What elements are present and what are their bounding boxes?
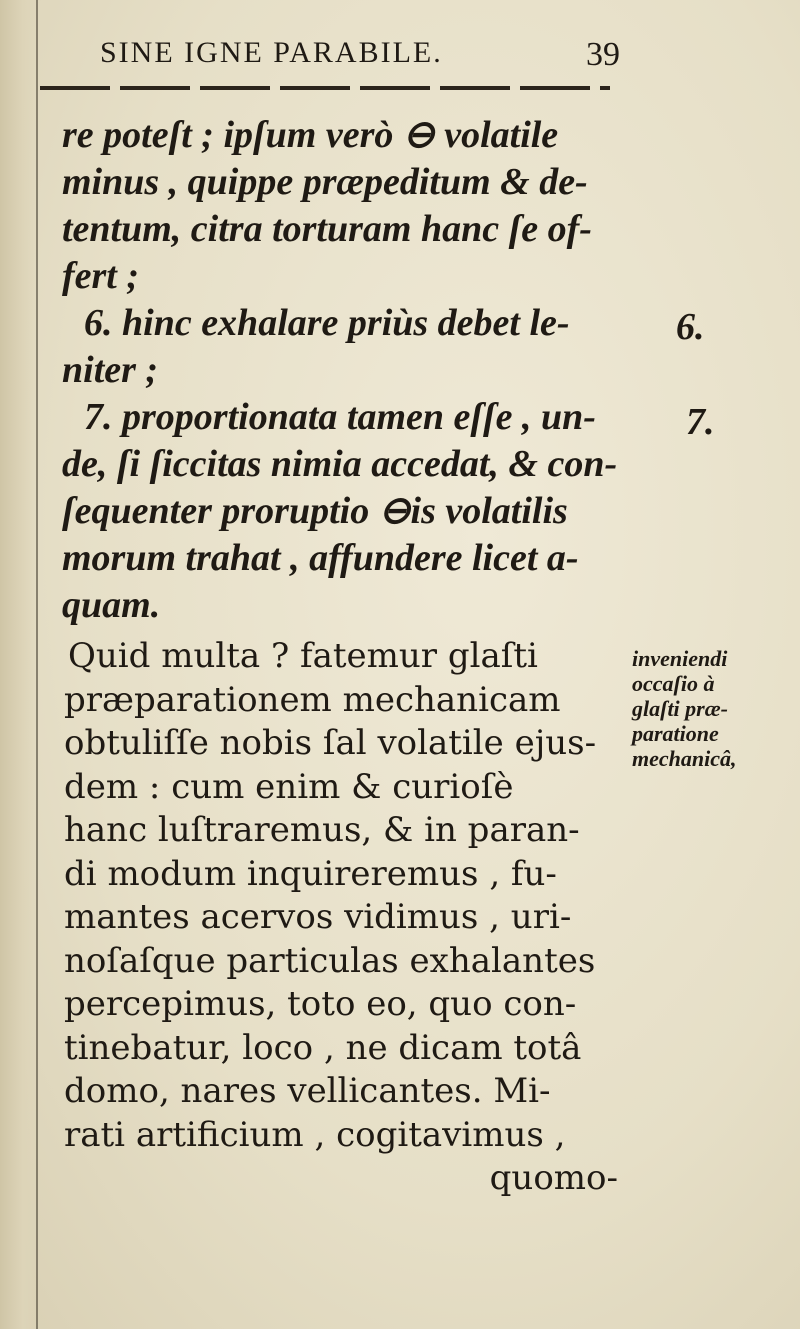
marginal-note-line: mechanicâ, xyxy=(632,746,737,771)
text-line: tinebatur, loco , ne dicam totâ xyxy=(64,1027,582,1068)
text-line: di modum inquireremus , fu- xyxy=(64,853,557,894)
text-line: Quid multa ? fatemur glaſti xyxy=(68,636,538,676)
marginal-note-line: occaſio à xyxy=(632,671,715,696)
text-line: percepimus, toto eo, quo con- xyxy=(64,984,577,1024)
marginal-note-line: glaſti præ- xyxy=(632,696,728,721)
text-line: obtuliſſe nobis ſal volatile ejus- xyxy=(64,723,597,763)
text-line: fert ; xyxy=(62,255,140,297)
inner-margin-line xyxy=(36,0,38,1329)
catchword: quomo- xyxy=(489,1158,618,1198)
marginal-note xyxy=(632,646,800,771)
italic-paragraph xyxy=(62,112,652,629)
text-line: de, ſi ſiccitas nimia accedat, & con- xyxy=(62,443,618,485)
marginal-note-line: paratione xyxy=(632,721,719,746)
text-line: morum trahat , affundere licet a- xyxy=(62,537,579,579)
marginal-note-line: inveniendi xyxy=(632,646,728,671)
page-header xyxy=(100,30,620,80)
running-title: SINE IGNE PARABILE. xyxy=(100,36,443,69)
text-line: 7. proportionata tamen eſſe , un- xyxy=(84,396,596,438)
text-line: re poteſt ; ipſum verò ⊖ volatile xyxy=(62,114,559,156)
margin-number: 6. xyxy=(676,306,705,348)
text-line: minus , quippe præpeditum & de- xyxy=(62,161,588,203)
text-line: quam. xyxy=(62,584,161,626)
text-line: 6. hinc exhalare priùs debet le- xyxy=(84,302,570,344)
page-number: 39 xyxy=(586,36,620,73)
text-line: dem : cum enim & curioſè xyxy=(64,766,514,807)
roman-paragraph xyxy=(64,635,624,1201)
text-line: præparationem mechanicam xyxy=(64,679,561,720)
text-line: mantes acervos vidimus , uri- xyxy=(64,897,572,937)
text-line: hanc luſtraremus, & in paran- xyxy=(64,810,580,850)
text-line: ſequenter proruptio ⊖is volatilis xyxy=(62,490,568,532)
text-line: rati artificium , cogitavimus , xyxy=(64,1114,566,1155)
text-line: noſaſque particulas exhalantes xyxy=(64,940,596,981)
text-line: tentum, citra torturam hanc ſe of- xyxy=(62,208,592,250)
header-rule xyxy=(40,86,610,90)
page-binding-shadow xyxy=(0,0,38,1329)
margin-number: 7. xyxy=(686,401,715,443)
text-line: niter ; xyxy=(62,349,159,391)
text-line: domo, nares vellicantes. Mi- xyxy=(64,1071,551,1111)
